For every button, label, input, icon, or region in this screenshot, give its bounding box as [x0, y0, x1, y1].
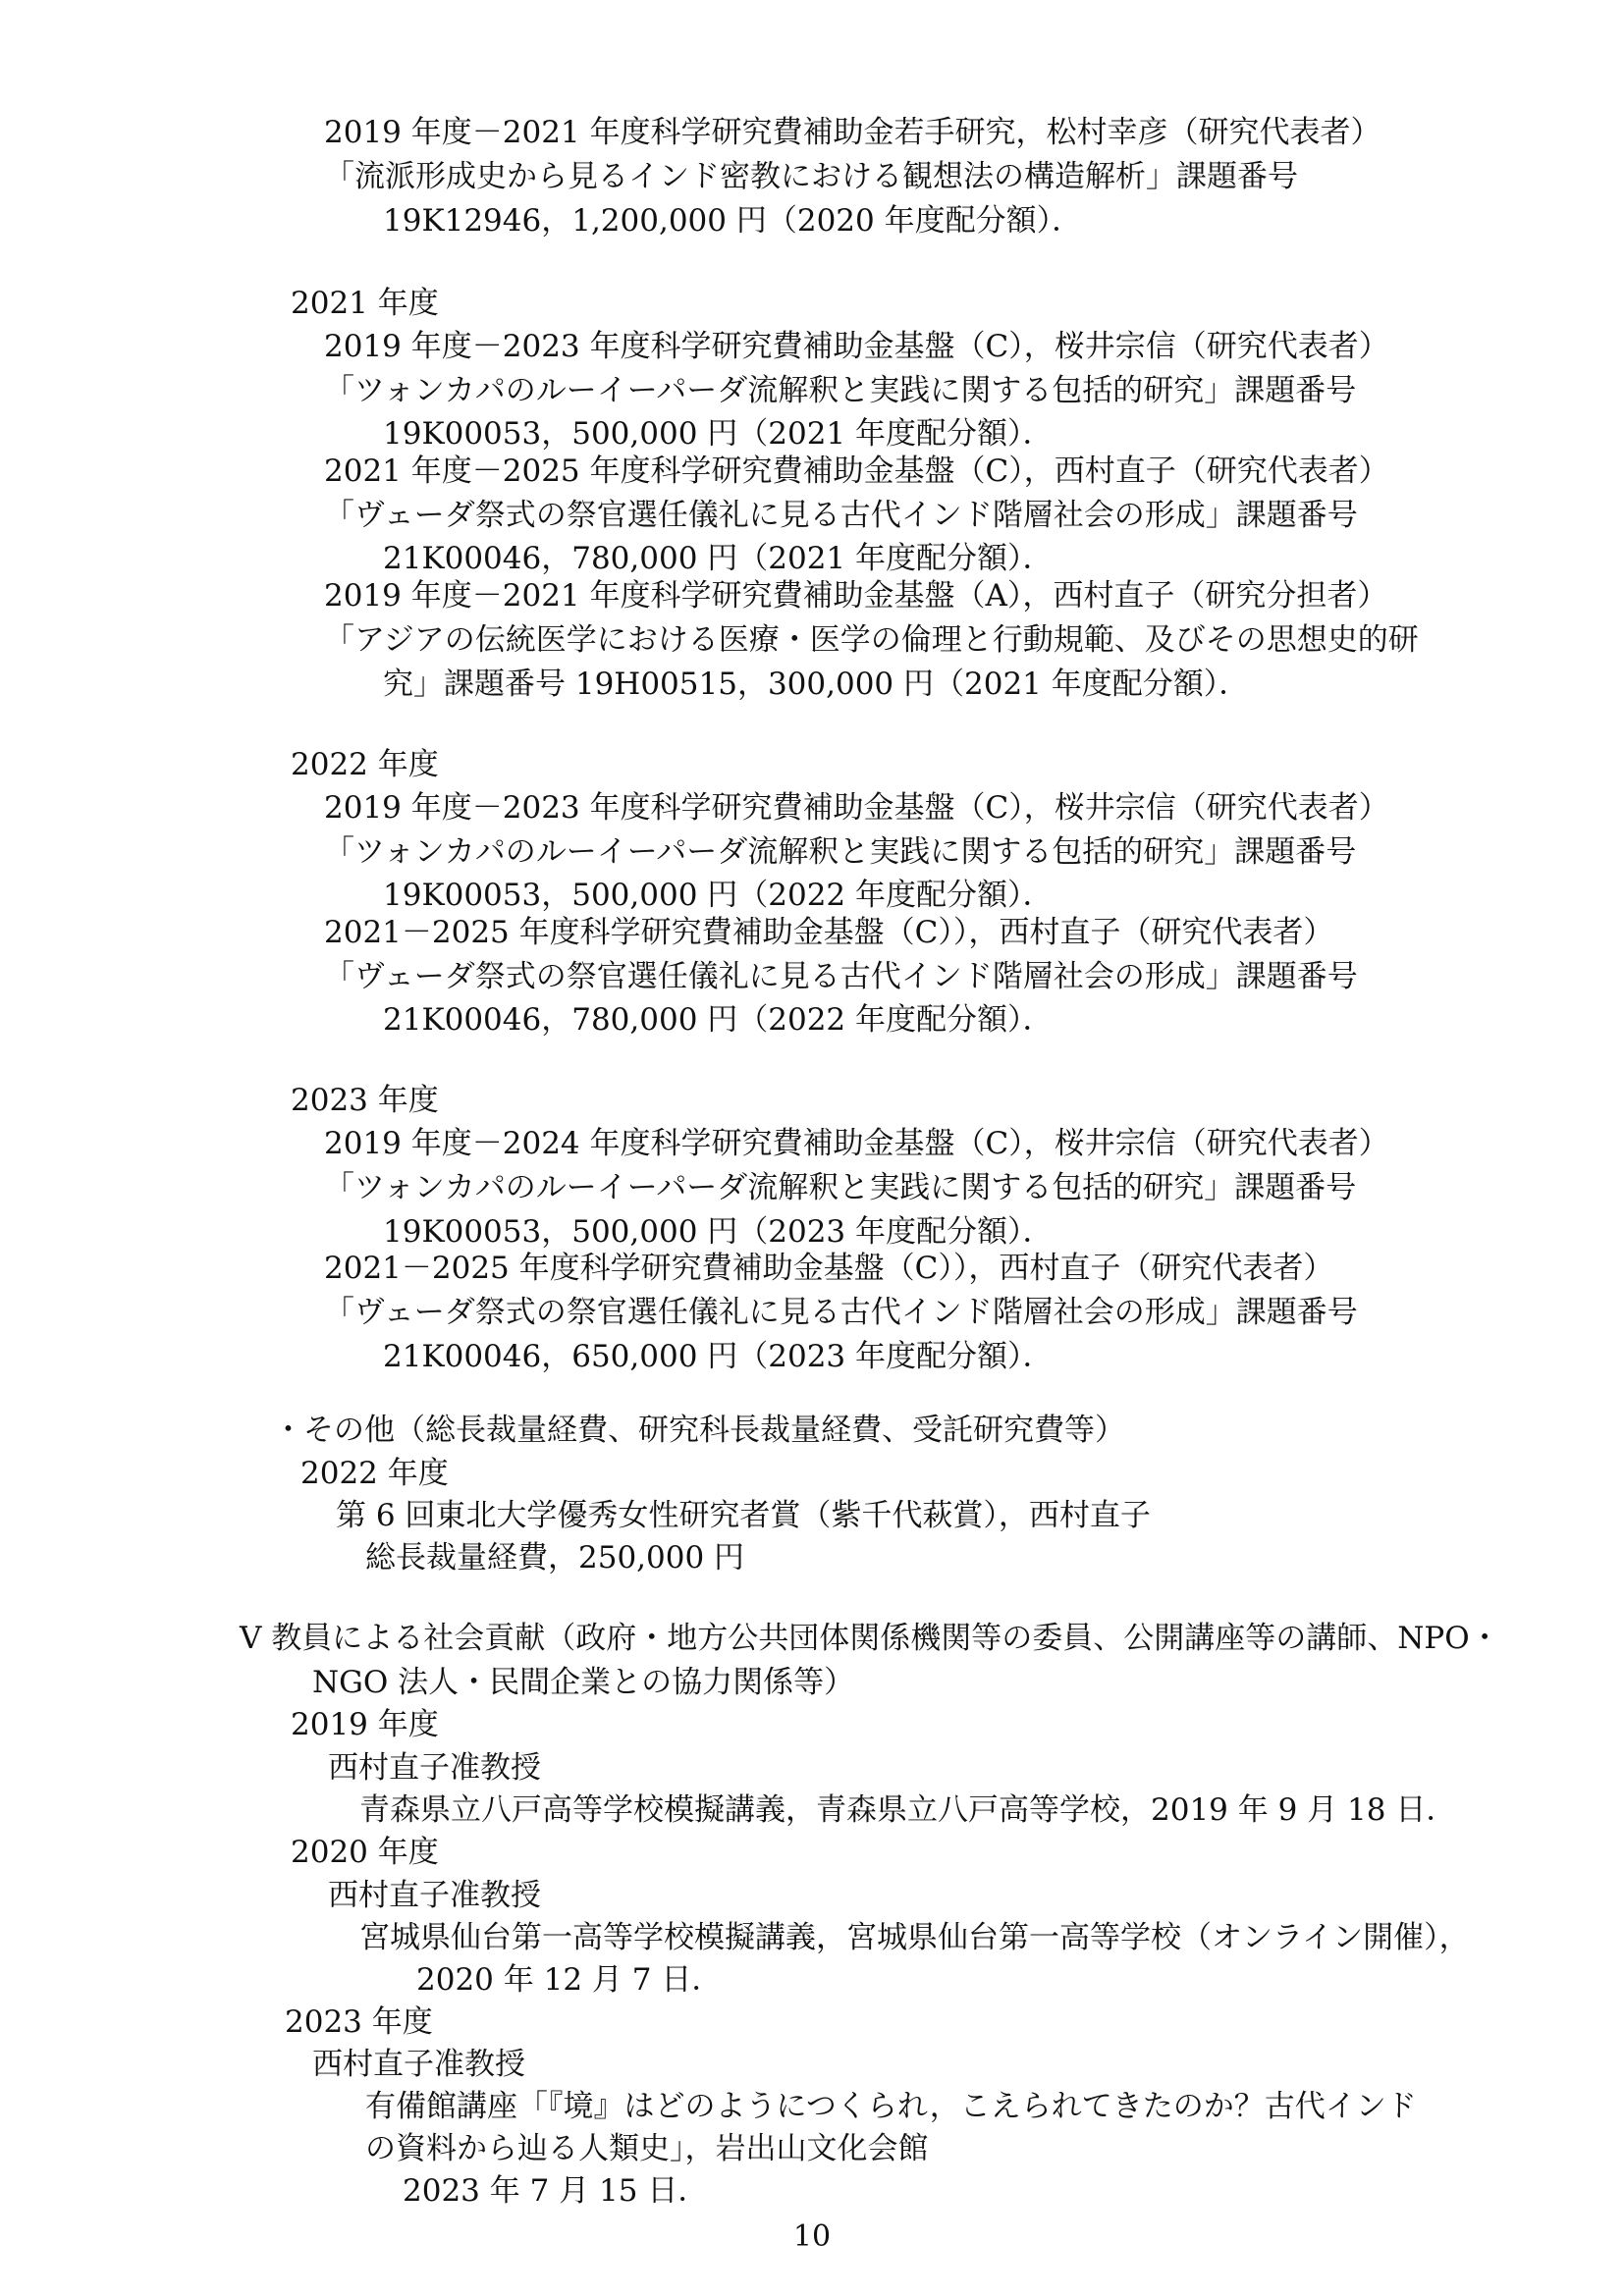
grant-entry-title: 2021 年度－2025 年度科学研究費補助金基盤（C），西村直子（研究代表者） — [324, 454, 1389, 489]
grant-entry-amount: 19K00053，500,000 円（2023 年度配分額）． — [383, 1214, 1054, 1250]
grant-entry-amount: 19K00053，500,000 円（2021 年度配分額）． — [383, 416, 1054, 452]
contrib-year-2020: 2020 年度 — [291, 1835, 439, 1870]
grant-entry-project: 「流派形成史から見るインド密教における観想法の構造解析」課題番号 — [324, 159, 1298, 194]
grant-entry-title: 2019 年度－2023 年度科学研究費補助金基盤（C），桜井宗信（研究代表者） — [324, 329, 1389, 364]
grant-entry-project: 「ツォンカパのルーイーパーダ流解釈と実践に関する包括的研究」課題番号 — [324, 1170, 1357, 1205]
year-heading-2021: 2021 年度 — [291, 286, 439, 321]
other-funds-heading: ・その他（総長裁量経費、研究科長裁量経費、受託研究費等） — [273, 1413, 1125, 1448]
section-v-heading-cont: NGO 法人・民間企業との協力関係等） — [312, 1665, 855, 1700]
grant-entry-amount: 究」課題番号 19H00515，300,000 円（2021 年度配分額）． — [383, 667, 1250, 702]
other-funds-amount: 総長裁量経費，250,000 円 — [365, 1540, 745, 1575]
contrib-person: 西村直子准教授 — [312, 2047, 525, 2082]
grant-entry-amount: 21K00046，650,000 円（2023 年度配分額）． — [383, 1339, 1054, 1374]
grant-entry-project: 「ツォンカパのルーイーパーダ流解釈と実践に関する包括的研究」課題番号 — [324, 834, 1357, 870]
year-heading-2022: 2022 年度 — [291, 747, 439, 782]
contrib-date: 2023 年 7 月 15 日． — [403, 2173, 709, 2209]
contrib-year-2023: 2023 年度 — [285, 2004, 433, 2040]
contrib-person: 西村直子准教授 — [328, 1750, 541, 1786]
grant-entry-project: 「ヴェーダ祭式の祭官選任儀礼に見る古代インド階層社会の形成」課題番号 — [324, 498, 1358, 533]
grant-entry-amount: 19K00053，500,000 円（2022 年度配分額）． — [383, 878, 1054, 913]
grant-entry-amount: 21K00046，780,000 円（2022 年度配分額）． — [383, 1002, 1054, 1038]
year-heading-2023: 2023 年度 — [291, 1083, 439, 1118]
grant-entry-amount: 19K12946，1,200,000 円（2020 年度配分額）． — [383, 203, 1083, 239]
other-funds-year: 2022 年度 — [300, 1456, 449, 1491]
grant-entry-title: 2021－2025 年度科学研究費補助金基盤（C）），西村直子（研究代表者） — [324, 1251, 1334, 1286]
grant-entry-title: 2019 年度－2023 年度科学研究費補助金基盤（C），桜井宗信（研究代表者） — [324, 790, 1389, 826]
grant-entry-project: 「アジアの伝統医学における医療・医学の倫理と行動規範、及びその思想史的研 — [324, 622, 1419, 658]
section-v-heading: Ⅴ 教員による社会貢献（政府・地方公共団体関係機関等の委員、公開講座等の講師、NPO・ — [240, 1621, 1500, 1656]
grant-entry-amount: 21K00046，780,000 円（2021 年度配分額）． — [383, 541, 1054, 576]
grant-entry-title: 2021－2025 年度科学研究費補助金基盤（C）），西村直子（研究代表者） — [324, 915, 1334, 950]
contrib-date: 2020 年 12 月 7 日． — [416, 1962, 723, 1998]
contrib-detail: の資料から辿る人類史」，岩出山文化会館 — [365, 2131, 929, 2166]
grant-entry-title: 2019 年度－2021 年度科学研究費補助金基盤（A），西村直子（研究分担者） — [324, 578, 1388, 614]
contrib-detail: 有備館講座「『境』はどのようにつくられ，こえられてきたのか？古代インド — [365, 2089, 1417, 2124]
grant-entry-title: 2019 年度－2021 年度科学研究費補助金若手研究，松村幸彦（研究代表者） — [324, 115, 1381, 150]
contrib-detail: 青森県立八戸高等学校模擬講義，青森県立八戸高等学校，2019 年 9 月 18 日． — [359, 1792, 1457, 1828]
page-number: 10 — [792, 2219, 832, 2254]
grant-entry-project: 「ヴェーダ祭式の祭官選任儀礼に見る古代インド階層社会の形成」課題番号 — [324, 1295, 1358, 1330]
contrib-person: 西村直子准教授 — [328, 1878, 541, 1913]
grant-entry-project: 「ツォンカパのルーイーパーダ流解釈と実践に関する包括的研究」課題番号 — [324, 373, 1357, 408]
grant-entry-project: 「ヴェーダ祭式の祭官選任儀礼に見る古代インド階層社会の形成」課題番号 — [324, 959, 1358, 994]
contrib-year-2019: 2019 年度 — [291, 1707, 439, 1742]
contrib-detail: 宮城県仙台第一高等学校模擬講義，宮城県仙台第一高等学校（オンライン開催）， — [359, 1920, 1470, 1955]
grant-entry-title: 2019 年度－2024 年度科学研究費補助金基盤（C），桜井宗信（研究代表者） — [324, 1126, 1389, 1161]
other-funds-award: 第 6 回東北大学優秀女性研究者賞（紫千代萩賞），西村直子 — [336, 1498, 1151, 1533]
